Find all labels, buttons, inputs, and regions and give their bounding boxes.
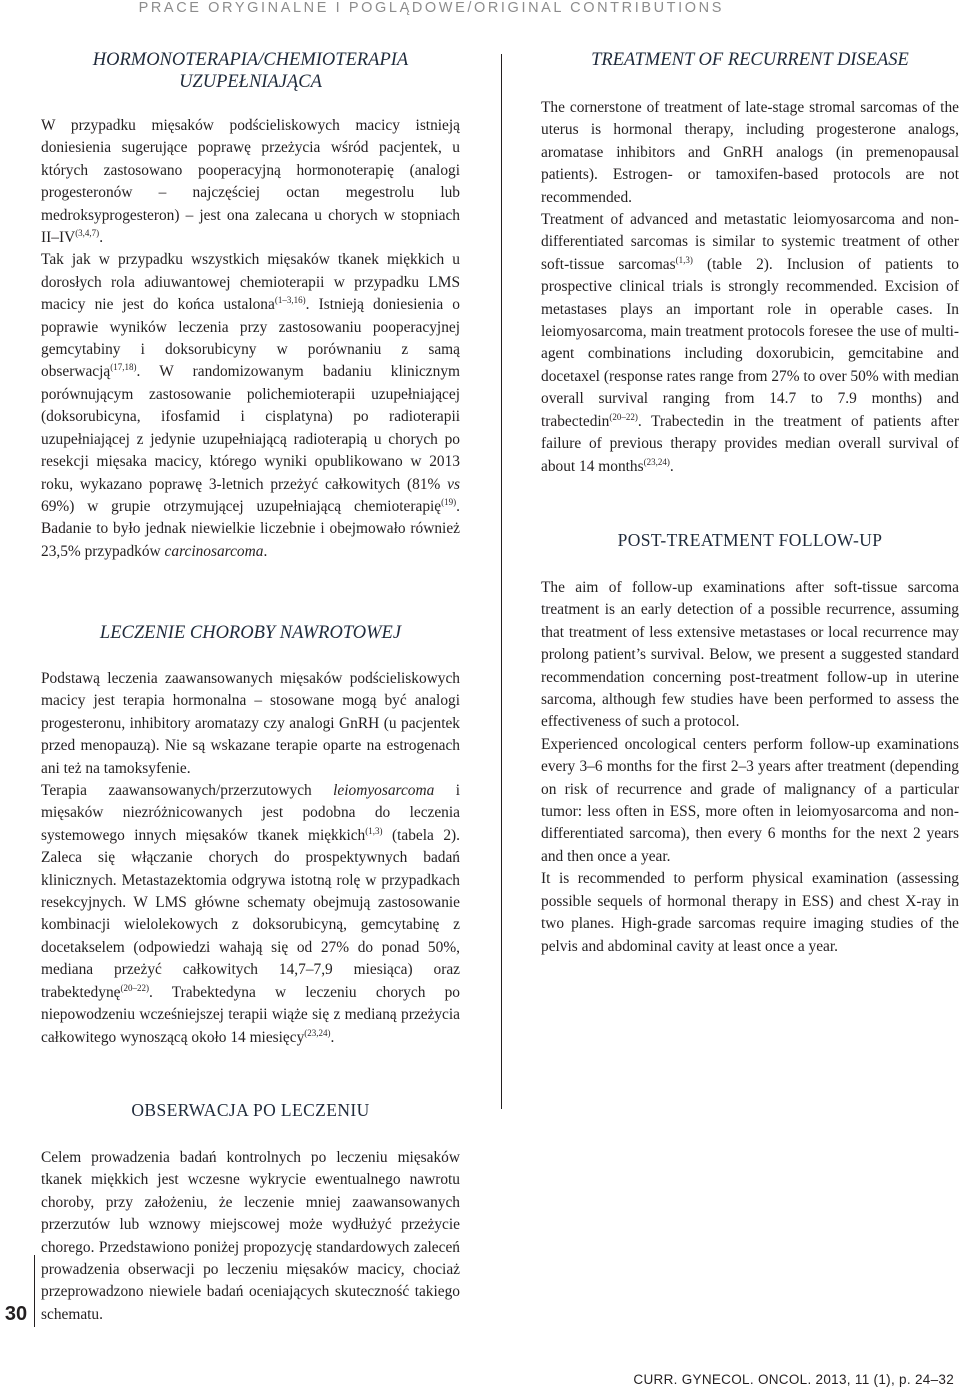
heading-hormonoterapia: HORMONOTERAPIA/CHEMIOTERAPIA UZUPEŁNIAJĄCA bbox=[92, 50, 409, 92]
paragraph: Podstawą leczenia zaawansowanych mięsaków podścieliskowych macicy jest terapia hormonalna – stosowane mogą być analogi progesteronu, inhibitory aromatazy czy analogi GnRH (u pacjentek przed menopauzą). Nie są wskazane terapie oparte na estrogenach ani też na tamoksyfenie. Terapia zaawansowanych/przerzutowych leiomyosarcoma i mięsaków niezróżnicowanych jest podobna do leczenia systemowego innych mięsaków tkanek miękkich$^{(1,3)}$ (tabela 2). Zaleca się włączanie chorych do prospektywnych badań klinicznych. Metastazektomia odgrywa istotną rolę w przypadkach resekcyjnych. W LMS główne schematy obejmują zastosowanie kombinacji wielolekowych z doksorubicyną, gemcytabinę z docetakselem (odpowiedzi wahają się od 27% do ponad 50%, mediana przeżyć całkowitych 14,7–7,9 miesiąca) oraz trabektedynę$^{(20-22)}$. Trabektedyna w leczeniu chorych po niepowodzeniu wcześniejszej terapii wiąże się z medianą przeżycia całkowitego wynoszącą około 14 miesięcy$^{(23,24)}$. bbox=[41, 670, 460, 1046]
reference: (20–22) bbox=[120, 982, 149, 993]
paragraph: It is recommended to perform physical examination (assessing possible sequels of hormonal therapy in ESS) and chest X-ray in two planes. High-grade sarcomas require imaging studies of the pelvis and abdominal cavity at least once a year. bbox=[541, 870, 959, 955]
left-section-hormonoterapia bbox=[41, 115, 460, 563]
paragraph: The aim of follow-up examinations after soft-tissue sarcoma treatment is an early detection of a possible recurrence, assuming that treatment of less extensive metastases or local recurrence may prolong patient’s survival. Below, we present a suggested standard recommendation concerning post-treatment follow-up in uterine sarcoma, although few studies have been performed to assess the effectiveness of such a protocol. bbox=[541, 579, 959, 731]
paragraph: Celem prowadzenia badań kontrolnych po leczeniu mięsaków tkanek miękkich jest wczesne wykrycie ewentualnego nawrotu choroby, przy założeniu, że leczenie mniej zaawansowanych przerzutów lub wznowy miejscowej może wydłużyć przeżycie chorego. Przedstawiono poniżej propozycję standardowych zaleceń prowadzenia obserwacji po leczeniu mięsaków macicy, chociaż przeprowadzono niewiele badań oceniających skuteczność takiego schematu. bbox=[41, 1149, 460, 1323]
column-divider bbox=[501, 54, 502, 1109]
left-section-leczenie bbox=[41, 668, 460, 1049]
reference: (20–22) bbox=[609, 411, 638, 422]
reference: (17,18) bbox=[110, 362, 137, 373]
journal-citation: CURR. GYNECOL. ONCOL. 2013, 11 (1), p. 24–32 bbox=[633, 1372, 954, 1387]
heading-treatment-recurrent: TREATMENT OF RECURRENT DISEASE bbox=[591, 50, 909, 70]
heading-follow-up: POST-TREATMENT FOLLOW-UP bbox=[617, 530, 883, 550]
paragraph: The cornerstone of treatment of late-stage stromal sarcomas of the uterus is hormonal therapy, including progesterone analogs, aromatase inhibitors and GnRH analogs (in premenopausal patients). Estrogen- or tamoxifen-based protocols are not recommended. bbox=[541, 99, 959, 206]
heading-obserwacja: OBSERWACJA PO LECZENIU bbox=[131, 1100, 370, 1120]
page-number-rule bbox=[34, 1255, 35, 1327]
paragraph: Treatment of advanced and metastatic leiomyosarcoma and non-differentiated sarcomas is similar to systemic treatment of other soft-tissue sarcomas$^{(1,3)}$ (table 2). Inclusion of patients to prospective clinical trials is strongly recommended. Excision of metastases plays an important role in operable cases. In leiomyosarcoma, main treatment protocols foresee the use of multi-agent combinations including doxorubicin, gemcitabine and docetaxel (response rates range from 27% to over 50% with median overall survival ranging from 14.7 to 7.9 months) and trabectedin$^{(20-22)}$. Trabectedin in the treatment of patients after failure of previous therapy provides median overall survival of about 14 months$^{(23,24)}$. bbox=[541, 211, 959, 475]
reference: (23,24) bbox=[643, 456, 670, 467]
left-section-obserwacja bbox=[41, 1147, 460, 1326]
reference: (23,24) bbox=[304, 1027, 331, 1038]
paragraph: Experienced oncological centers perform follow-up examinations every 3–6 months for the first 2–3 years after treatment (depending on risk of recurrence and grade of malignancy of a particular tumor: less often in ESS, more often in leiomyosarcoma and non-differentiated sarcoma), then every 6 months for the next 2 years and then once a year. bbox=[541, 735, 959, 865]
reference: (1,3) bbox=[675, 254, 693, 265]
reference: (3,4,7) bbox=[75, 228, 100, 239]
right-section-follow-up bbox=[541, 577, 959, 958]
heading-leczenie-nawrotowej: LECZENIE CHOROBY NAWROTOWEJ bbox=[99, 623, 402, 643]
paragraph: W przypadku mięsaków podścieliskowych macicy istnieją doniesienia sugerujące poprawę przeżycia wśród pacjentek, u których zastosowano pooperacyjną hormonoterapię (analogi progesteronów – najczęściej octan megestrolu lub medroksyprogesteron) – jest ona zalecana u chorych w stopniach II–IV$^{(3,4,7)}$. bbox=[41, 117, 460, 247]
reference: (1–3,16) bbox=[274, 295, 306, 306]
paragraph: Tak jak w przypadku wszystkich mięsaków tkanek miękkich u dorosłych rola adiuwantowej chemioterapii w przypadku LMS macicy nie jest do końca ustalona$^{(1-3,16)}$. Istnieją doniesienia o poprawie wyników leczenia przy zastosowaniu pooperacyjnej gemcytabiny i doksorubicyny w porównaniu z samą obserwacją$^{(17,18)}$. W randomizowanym badaniu klinicznym porównującym zastosowanie polichemioterapii uzupełniającej (doksorubicyna, ifosfamid i cisplatyna) po radioterapii uzupełniającej z jedynie uzupełniającą radioterapią u chorych po resekcji mięsaka macicy, którego wyniki opublikowano w 2013 roku, wykazano poprawę 3-letnich przeżyć całkowitych (81% vs 69%) w grupie otrzymującej uzupełniającą chemioterapię$^{(19)}$. Badanie to było jednak niewielkie liczebnie i obejmowało również 23,5% przypadków carcinosarcoma. bbox=[41, 251, 460, 560]
running-header: PRACE ORYGINALNE I POGLĄDOWE/ORIGINAL CONTRIBUTIONS bbox=[138, 0, 724, 16]
page-number: 30 bbox=[4, 1303, 28, 1325]
right-section-treatment bbox=[541, 97, 959, 478]
reference: (19) bbox=[441, 496, 457, 507]
reference: (1,3) bbox=[365, 825, 383, 836]
